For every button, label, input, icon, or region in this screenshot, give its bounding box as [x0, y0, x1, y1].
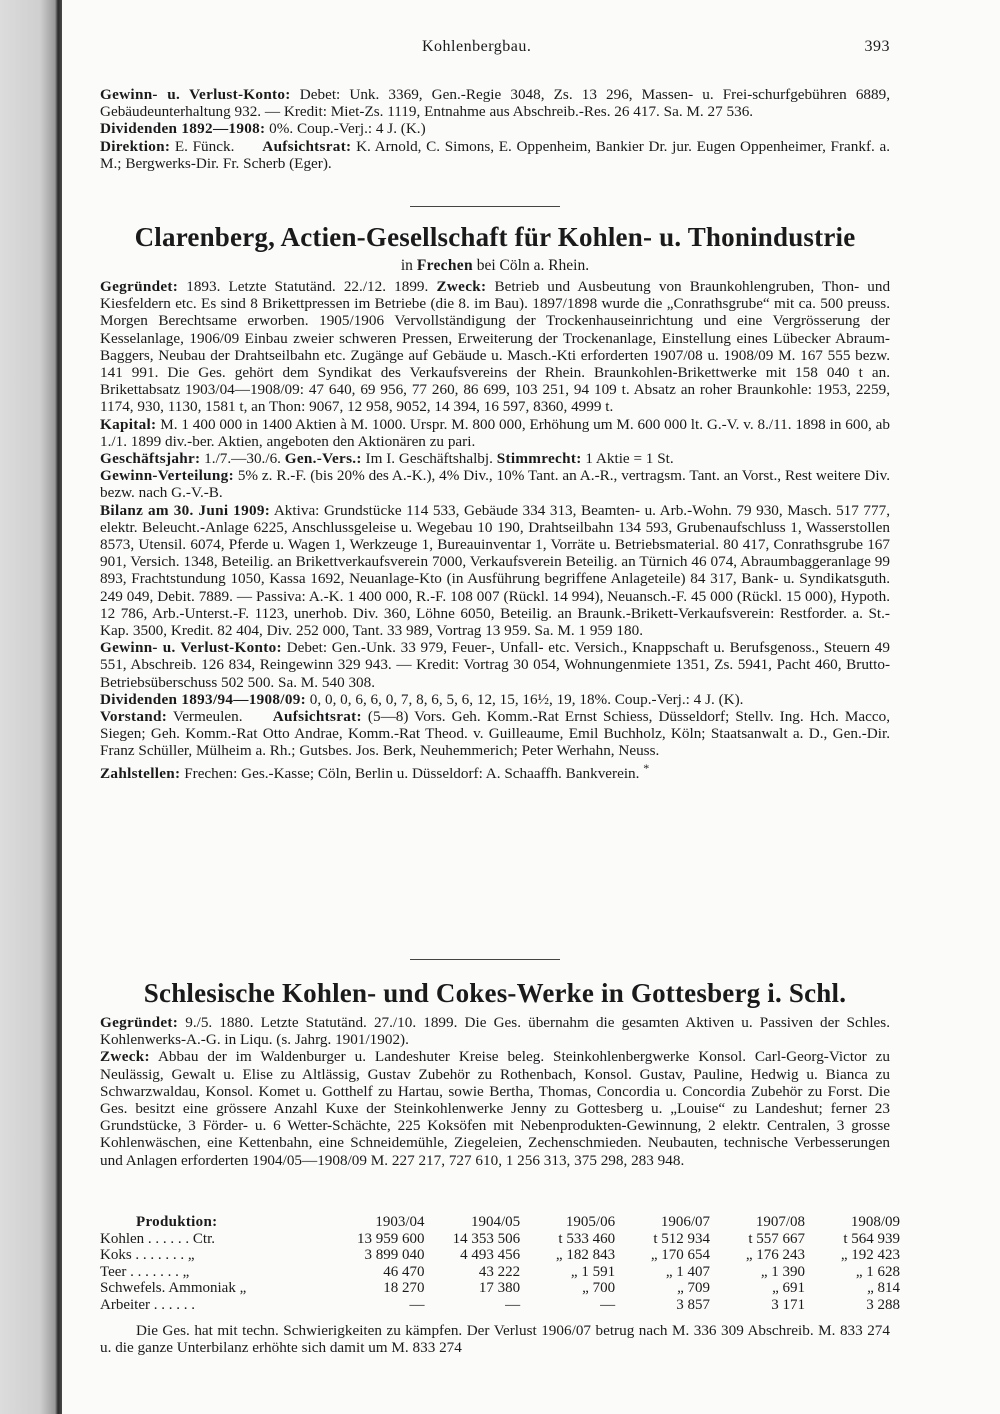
running-head-title: Kohlenbergbau.: [422, 38, 532, 55]
table-row: [100, 1231, 900, 1248]
table-cell: 43 222: [478, 1263, 521, 1280]
guv-label: Gewinn- u. Verlust-Konto:: [100, 639, 282, 657]
zweck-text: Betrieb und Ausbeutung von Braunkohlengruben, Thon- und Kiesfeldern etc. Es sind 8 Brikettpressen im Betriebe (die 8. im Bau). 1897/1898 wurde die „Conrathsgrube“ mit ca. 500 preuss. Morgen Berechtsame erworben. 1905/1906 Vervollständigung der Trockenhauseinrichtung und eine Vergrösserung der Kesselanlage, 1906/09 Einbau zweier schweren Pressen, Erweiterung der Trockenanlage, Einstellung eines Lübecker Abraum-Baggers, Neubau der Drahtseilbahn etc. Zugänge auf Gebäude u. Masch.-Kti erforderten 1907/08 u. 1908/09 M. 167 555 bezw. 141 991. Die Ges. gehört dem Syndikat des Verkaufsvereins der Rhein. Braunkohlen-Brikettwerke mit 158 040 t an. Brikettabsatz 1903/04—1908/09: 47 640, 69 956, 77 260, 86 699, 103 251, 94 109 t. Absatz an roher Braunkohle: 1953, 2259, 1174, 930, 1130, 1581 t, an Thon: 9067, 12 958, 9052, 14 394, 16 597, 8360, 4999 t.: [100, 278, 891, 416]
kapital-text: M. 1 400 000 in 1400 Aktien à M. 1000. Urspr. M. 800 000, Erhöhung um M. 600 000 lt. G.-V. v. 8./11. 1898 in 600, ab 1./1. 1899 div.-ber. Aktien, angeboten den Aktionären zu pari.: [100, 415, 891, 450]
prev-dividenden-label: Dividenden 1892—1908:: [100, 120, 266, 138]
year-header: 1904/05: [470, 1214, 521, 1230]
table-cell: 4 493 456: [460, 1247, 521, 1263]
table-cell: „ 192 423: [840, 1247, 900, 1263]
table-row: [100, 1264, 900, 1281]
table-row: [100, 1247, 900, 1264]
section-divider: [410, 206, 560, 207]
prev-direktion-paragraph: [100, 138, 890, 172]
verteilung-paragraph: [100, 467, 890, 501]
verteilung-label: Gewinn-Verteilung:: [100, 467, 234, 485]
div-label: Dividenden 1893/94—1908/09:: [100, 690, 306, 708]
prev-aufsichtsrat-label: Aufsichtsrat:: [262, 137, 352, 155]
e2-zweck-paragraph: [100, 1048, 890, 1168]
table-cell: „ 1 591: [570, 1263, 616, 1280]
section-divider-2: [410, 959, 560, 960]
table-cell: „ 1 390: [760, 1263, 805, 1280]
zahlstellen-paragraph: [100, 760, 890, 782]
table-cell: „ 182 843: [555, 1247, 616, 1263]
location-prefix: in: [400, 257, 413, 274]
guv-paragraph: [100, 639, 890, 691]
table-cell: 18 270: [383, 1280, 425, 1296]
year-header: 1907/08: [755, 1214, 805, 1230]
vorstand-paragraph: [100, 708, 890, 760]
stimmrecht-label: Stimmrecht:: [496, 450, 582, 468]
geschaeftsjahr-text: 1./7.—30./6.: [204, 450, 281, 468]
table-cell: 46 470: [383, 1263, 425, 1280]
zahlstellen-text: Frechen: Ges.-Kasse; Cöln, Berlin u. Düsseldorf: A. Schaaffh. Bankverein.: [184, 764, 640, 782]
e2-zweck-label: Zweck:: [100, 1048, 150, 1066]
kapital-paragraph: [100, 416, 890, 450]
row-label: Teer . . . . . . . „: [100, 1263, 190, 1280]
clarenberg-body: [100, 278, 890, 782]
table-cell: 13 959 600: [357, 1230, 425, 1247]
bilanz-text: Aktiva: Grundstücke 114 533, Gebäude 334 313, Beamten- u. Arb.-Wohn. 79 930, Masch. 517 777, elektr. Beleucht.-Anlage 6225, Anschlussgeleise u. Wegebau 10 190, Drahtseilbahn 134 593, Grubenaufschluss 1, Wasserstollen 8573, Utensil. 6074, Pferde u. Wagen 1, Werkzeuge 1, Bureauinventar 1, Vorräte u. Betriebsmaterial. 80 417, Conrathsgrube 167 901, Versich. 1348, Beteilig. an Brikettverkaufsverein 7000, Verkaufsverein Beteilig. an Türnich 46 074, Abraumbaggeranlage 99 893, Frachtstundung 1050, Kassa 1692, Neuanlage-Kto (in Ausführung begriffene Anlageteile) 84 317, Bank- u. Syndikatsguth. 249 049, Debit. 7889. — Passiva: A.-K. 1 400 000, R.-F. 108 007 (Rückl. 14 994), Neuansch.-F. 45 000 (Rückl. 15 000), Hypoth. 12 786, Arb.-Unterst.-F. 1123, unerhob. Div. 360, Löhne 6050, Beteilig. an Braunk.-Brikett-Verkaufsverein: Restforder. a. St.-Kap. 3500, Kredit. 82 404, Div. 252 000, Tant. 33 989, Vortrag 13 959. Sa. M. 1 959 180.: [100, 501, 890, 640]
location-suffix: bei Cöln a. Rhein.: [476, 257, 590, 274]
closing-paragraph: Die Ges. hat mit techn. Schwierigkeiten zu kämpfen. Der Verlust 1906/07 betrug nach M. 336 309 Abschreib. M. 833 274 u. die ganze Unterbilanz erhöhte sich damit um M. 833 274: [100, 1322, 890, 1357]
vorstand-text: Vermeulen.: [172, 708, 243, 726]
table-cell: t 533 460: [558, 1230, 616, 1247]
table-cell: „ 691: [772, 1280, 805, 1296]
year-header: 1905/06: [565, 1214, 616, 1230]
gegruendet-text: 1893. Letzte Statutänd. 22./12. 1899.: [186, 278, 429, 295]
prev-direktion-text: E. Fünck.: [174, 137, 235, 155]
gegruendet-label: Gegründet:: [100, 278, 179, 295]
geschaeftsjahr-paragraph: [100, 450, 890, 467]
table-cell: 3 171: [771, 1296, 805, 1313]
book-gutter: [0, 0, 62, 1414]
produktion-label: Produktion:: [136, 1214, 218, 1230]
verteilung-text: 5% z. R.-F. (bis 20% des A.-K.), 4% Div., 10% Tant. an A.-R., vertragsm. Tant. an Vorst., Rest weitere Div. bezw. nach G.-V.-B.: [100, 467, 891, 502]
prev-dividenden-text: 0%. Coup.-Verj.: 4 J. (K.): [269, 120, 426, 138]
e2-gegruendet-paragraph: [100, 1014, 890, 1048]
company-location-clarenberg: [100, 257, 890, 275]
row-label: Schwefels. Ammoniak „: [100, 1280, 247, 1296]
table-cell: „ 176 243: [745, 1247, 805, 1263]
company-title-schlesische: Schlesische Kohlen- und Cokes-Werke in Gottesberg i. Schl.: [143, 978, 847, 1008]
ar-text: (5—8) Vors. Geh. Komm.-Rat Ernst Schiess, Düsseldorf; Stellv. Ing. Hch. Macco, Siegen; Geh. Komm.-Rat Otto Andrae, Komm.-Rat Theod. v. Guilleaume, Emil Buchholz, Köln; Staatsanwalt a. D., Gen.-Dir. Franz Schüller, Mülheim a. Rh.; Gutsbes. Jos. Berk, Neuhemmerich; Peter Werhahn, Neuss.: [100, 708, 891, 760]
footnote-star: *: [643, 760, 650, 775]
produktion-header-row: [100, 1214, 900, 1231]
bilanz-label: Bilanz am 30. Juni 1909:: [100, 501, 271, 519]
row-label: Kohlen . . . . . . Ctr.: [100, 1230, 215, 1247]
genvers-label: Gen.-Vers.:: [284, 450, 362, 468]
year-header: 1906/07: [660, 1214, 711, 1230]
kapital-label: Kapital:: [100, 415, 157, 433]
table-cell: „ 170 654: [650, 1247, 711, 1263]
zweck-label: Zweck:: [436, 278, 487, 295]
table-row: [100, 1280, 900, 1297]
year-header: 1908/09: [850, 1214, 900, 1230]
prev-gewinn-text: Debet: Unk. 3369, Gen.-Regie 3048, Zs. 13 296, Massen- u. Frei-schurfgebühren 6889, Gebäudeunterhaltung 932. — Kredit: Miet-Zs. 1119, Entnahme aus Abschreib.-Res. 26 417. Sa. M. 27 536.: [100, 86, 890, 121]
guv-text: Debet: Gen.-Unk. 33 979, Feuer-, Unfall- etc. Versich., Knappschaft u. Berufsgenoss., Steuern 49 551, Abschreib. 126 834, Reingewinn 329 943. — Kredit: Vortrag 30 054, Wohnungenmiete 1351, Zs. 5941, Pacht 460, Brutto-Betriebsüberschuss 502 500. Sa. M. 540 308.: [100, 639, 890, 691]
company-title-clarenberg: Clarenberg, Actien-Gesellschaft für Kohlen- u. Thonindustrie: [134, 222, 856, 252]
table-cell: 17 380: [478, 1280, 521, 1296]
table-cell: „ 814: [867, 1280, 900, 1296]
row-label: Arbeiter . . . . . .: [100, 1296, 195, 1313]
table-cell: 3 288: [866, 1296, 900, 1313]
table-cell: „ 700: [582, 1280, 616, 1296]
table-cell: —: [505, 1296, 521, 1313]
gegruendet-paragraph: [100, 278, 890, 416]
prev-aufsichtsrat-text: K. Arnold, C. Simons, E. Oppenheim, Bankier Dr. jur. Eugen Oppenheimer, Frankf. a. M.; Bergwerks-Dir. Fr. Scherb (Eger).: [100, 137, 891, 172]
table-cell: 3 857: [676, 1296, 711, 1313]
stimmrecht-text: 1 Aktie = 1 St.: [585, 450, 674, 468]
e2-gegruendet-text: 9./5. 1880. Letzte Statutänd. 27./10. 1899. Die Ges. übernahm die gesamten Aktiven u. Passiven der Schles. Kohlenwerks-A.-G. in Liqu. (s. Jahrg. 1901/1902).: [100, 1014, 890, 1049]
table-cell: —: [409, 1296, 425, 1313]
e2-zweck-text: Abbau der im Waldenburger u. Landeshuter Kreise beleg. Steinkohlenbergwerke Konsol. Carl-Georg-Victor zu Neulässig, Gewalt u. Elise zu Altlässig, Gustav Zubehör zu Rothenbach, Konsol. Gustav, Pauline, Hedwig u. Bianca zu Schwarzwaldau, Konsol. Komet u. Gotthelf zu Hartau, sowie Bertha, Thomas, Concordia u. Concordia Zubehör zu Forst. Die Ges. besitzt eine grössere Anzahl Kuxe der Steinkohlenwerke Jenny zu Gottesberg u. „Louise“ zu Landeshut; ferner 23 Grundstücke, 3 Förder- u. 6 Wetter-Schächte, 225 Koksöfen mit Nebenprodukten-Gewinnung, 2 elektr. Centralen, 3 grosse Kohlenwäschen, eine Kettenbahn, eine Schneidemühle, Ziegeleien, Zechenschmieden. Neubauten, technische Verbesserungen und Anlagen erforderten 1904/05—1908/09 M. 227 217, 727 610, 1 256 313, 375 298, 283 948.: [100, 1048, 890, 1169]
schlesische-closing: [100, 1322, 890, 1356]
table-cell: t 512 934: [653, 1230, 711, 1247]
e2-gegruendet-label: Gegründet:: [100, 1014, 179, 1031]
zahlstellen-label: Zahlstellen:: [100, 764, 181, 782]
page-number: 393: [864, 38, 890, 55]
prev-gewinn-label: Gewinn- u. Verlust-Konto:: [100, 86, 291, 103]
genvers-text: Im I. Geschäftshalbj.: [365, 450, 493, 468]
prev-dividenden-paragraph: [100, 120, 890, 137]
prev-entry-block: [100, 86, 890, 172]
div-text: 0, 0, 0, 6, 6, 0, 7, 8, 6, 5, 6, 12, 15, 16½, 19, 18%. Coup.-Verj.: 4 J. (K).: [309, 690, 744, 708]
table-row: [100, 1297, 900, 1314]
geschaeftsjahr-label: Geschäftsjahr:: [100, 450, 201, 468]
prev-direktion-label: Direktion:: [100, 137, 171, 155]
table-cell: „ 1 628: [855, 1263, 900, 1280]
div-paragraph: [100, 691, 890, 708]
location-town: Frechen: [416, 257, 473, 274]
schlesische-body: [100, 1014, 890, 1169]
table-cell: t 564 939: [843, 1230, 900, 1247]
vorstand-label: Vorstand:: [100, 708, 168, 726]
bilanz-paragraph: [100, 502, 890, 640]
table-cell: „ 1 407: [665, 1263, 711, 1280]
year-header: 1903/04: [375, 1214, 425, 1230]
table-cell: 3 899 040: [364, 1247, 425, 1263]
ar-label: Aufsichtsrat:: [272, 708, 362, 726]
table-cell: 14 353 506: [452, 1230, 521, 1247]
produktion-table: [100, 1214, 900, 1313]
table-cell: t 557 667: [748, 1230, 805, 1247]
row-label: Koks . . . . . . . „: [100, 1247, 195, 1263]
table-cell: „ 709: [677, 1280, 711, 1296]
table-cell: —: [600, 1296, 616, 1313]
prev-gewinn-paragraph: [100, 86, 890, 120]
